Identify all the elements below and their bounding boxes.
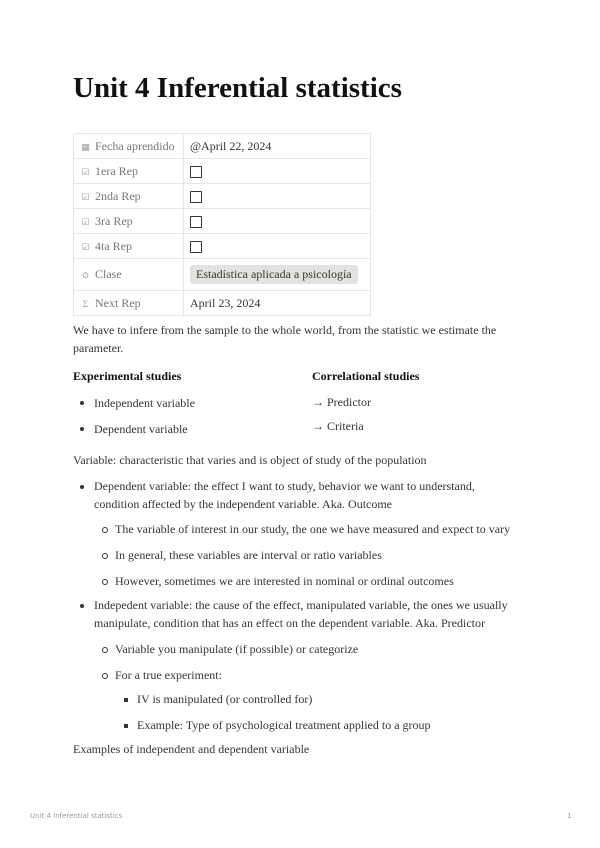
bullet-dot — [80, 427, 84, 431]
bullet-ring — [102, 673, 108, 679]
property-row-clase[interactable] — [74, 259, 371, 291]
formula-icon: Σ — [82, 298, 89, 309]
property-key-label: 4ta Rep — [95, 238, 132, 253]
property-value-checkbox[interactable] — [184, 209, 371, 234]
footer-page-number: 1 — [567, 812, 572, 820]
dependent-variable-line2: condition affected by the independent variable. Aka. Outcome — [94, 497, 393, 511]
bullet-ring — [102, 579, 108, 585]
property-row-fecha[interactable] — [74, 134, 371, 159]
list-item: → Predictor — [312, 395, 371, 409]
property-value-checkbox[interactable] — [184, 184, 371, 209]
page-title: Unit 4 Inferential statistics — [73, 72, 402, 104]
property-key — [74, 184, 184, 209]
property-key-label: 3ra Rep — [95, 213, 133, 228]
property-key-label: Fecha aprendido — [95, 138, 175, 153]
property-key — [74, 234, 184, 259]
bullet-ring — [102, 553, 108, 559]
checkbox[interactable] — [190, 241, 202, 253]
examples-line: Examples of independent and dependent variable — [73, 742, 310, 756]
property-key — [74, 209, 184, 234]
property-row-4ta-rep[interactable] — [74, 234, 371, 259]
intro-paragraph: We have to infere from the sample to the whole world, from the statistic we estimate the parameter. — [73, 323, 497, 355]
bullet-square — [124, 698, 128, 702]
property-key-label: Clase — [95, 267, 122, 281]
independent-variable-line1: Indepedent variable: the cause of the effect, manipulated variable, the ones we usually — [94, 598, 508, 612]
list-item: Variable you manipulate (if possible) or categorize — [115, 642, 359, 656]
list-item — [73, 394, 195, 412]
bullet-dot — [80, 485, 84, 489]
bullet-dot — [80, 604, 84, 608]
property-row-next-rep[interactable] — [74, 291, 371, 316]
property-value-formula: April 23, 2024 — [184, 291, 371, 316]
property-key — [74, 291, 184, 316]
list-item — [73, 420, 188, 438]
dependent-variable-line1: Dependent variable: the effect I want to study, behavior we want to understand, — [94, 479, 475, 493]
property-row-3ra-rep[interactable] — [74, 209, 371, 234]
list-item: However, sometimes we are interested in nominal or ordinal outcomes — [115, 574, 454, 588]
checkbox-property-icon: ☑ — [81, 241, 90, 252]
checkbox-property-icon: ☑ — [81, 191, 90, 202]
column-heading: Correlational studies — [312, 369, 420, 383]
property-key-label: 1era Rep — [95, 163, 138, 178]
properties-table — [73, 133, 371, 316]
bullet-square — [124, 724, 128, 728]
property-value-date[interactable]: @April 22, 2024 — [184, 134, 371, 159]
property-value-checkbox[interactable] — [184, 234, 371, 259]
list-item: → Criteria — [312, 419, 364, 433]
list-item-text: Dependent variable — [94, 422, 188, 436]
list-item: For a true experiment: — [115, 668, 222, 682]
list-item: Example: Type of psychological treatment applied to a group — [137, 718, 431, 732]
select-tag[interactable]: Estadística aplicada a psicología — [190, 265, 358, 284]
checkbox[interactable] — [190, 216, 202, 228]
column-experimental — [73, 368, 303, 436]
property-row-1era-rep[interactable] — [74, 159, 371, 184]
bullet-ring — [102, 647, 108, 653]
property-key-label: Next Rep — [95, 295, 141, 310]
list-item: IV is manipulated (or controlled for) — [137, 692, 313, 706]
property-key — [74, 134, 184, 159]
list-item: The variable of interest in our study, the one we have measured and expect to vary — [115, 522, 511, 536]
calendar-icon: ▦ — [81, 141, 90, 152]
select-icon: ⊙ — [81, 270, 90, 280]
footer-title: Unit 4 Inferential statistics — [30, 812, 123, 820]
property-key — [74, 259, 184, 291]
list-item: In general, these variables are interval or ratio variables — [115, 548, 382, 562]
checkbox[interactable] — [190, 191, 202, 203]
independent-variable-line2: manipulate, condition that has an effect on the dependent variable. Aka. Predictor — [94, 616, 485, 630]
checkbox[interactable] — [190, 166, 202, 178]
column-heading: Experimental studies — [73, 369, 182, 383]
variable-definition: Variable: characteristic that varies and is object of study of the population — [73, 453, 427, 467]
list-item-text: Independent variable — [94, 396, 195, 410]
column-correlational — [312, 368, 543, 433]
property-key — [74, 159, 184, 184]
checkbox-property-icon: ☑ — [81, 216, 90, 227]
property-value-select[interactable] — [184, 259, 371, 291]
property-key-label: 2nda Rep — [95, 188, 141, 203]
bullet-dot — [80, 401, 84, 405]
property-row-2nda-rep[interactable] — [74, 184, 371, 209]
property-value-checkbox[interactable] — [184, 159, 371, 184]
bullet-ring — [102, 527, 108, 533]
checkbox-property-icon: ☑ — [81, 166, 90, 177]
